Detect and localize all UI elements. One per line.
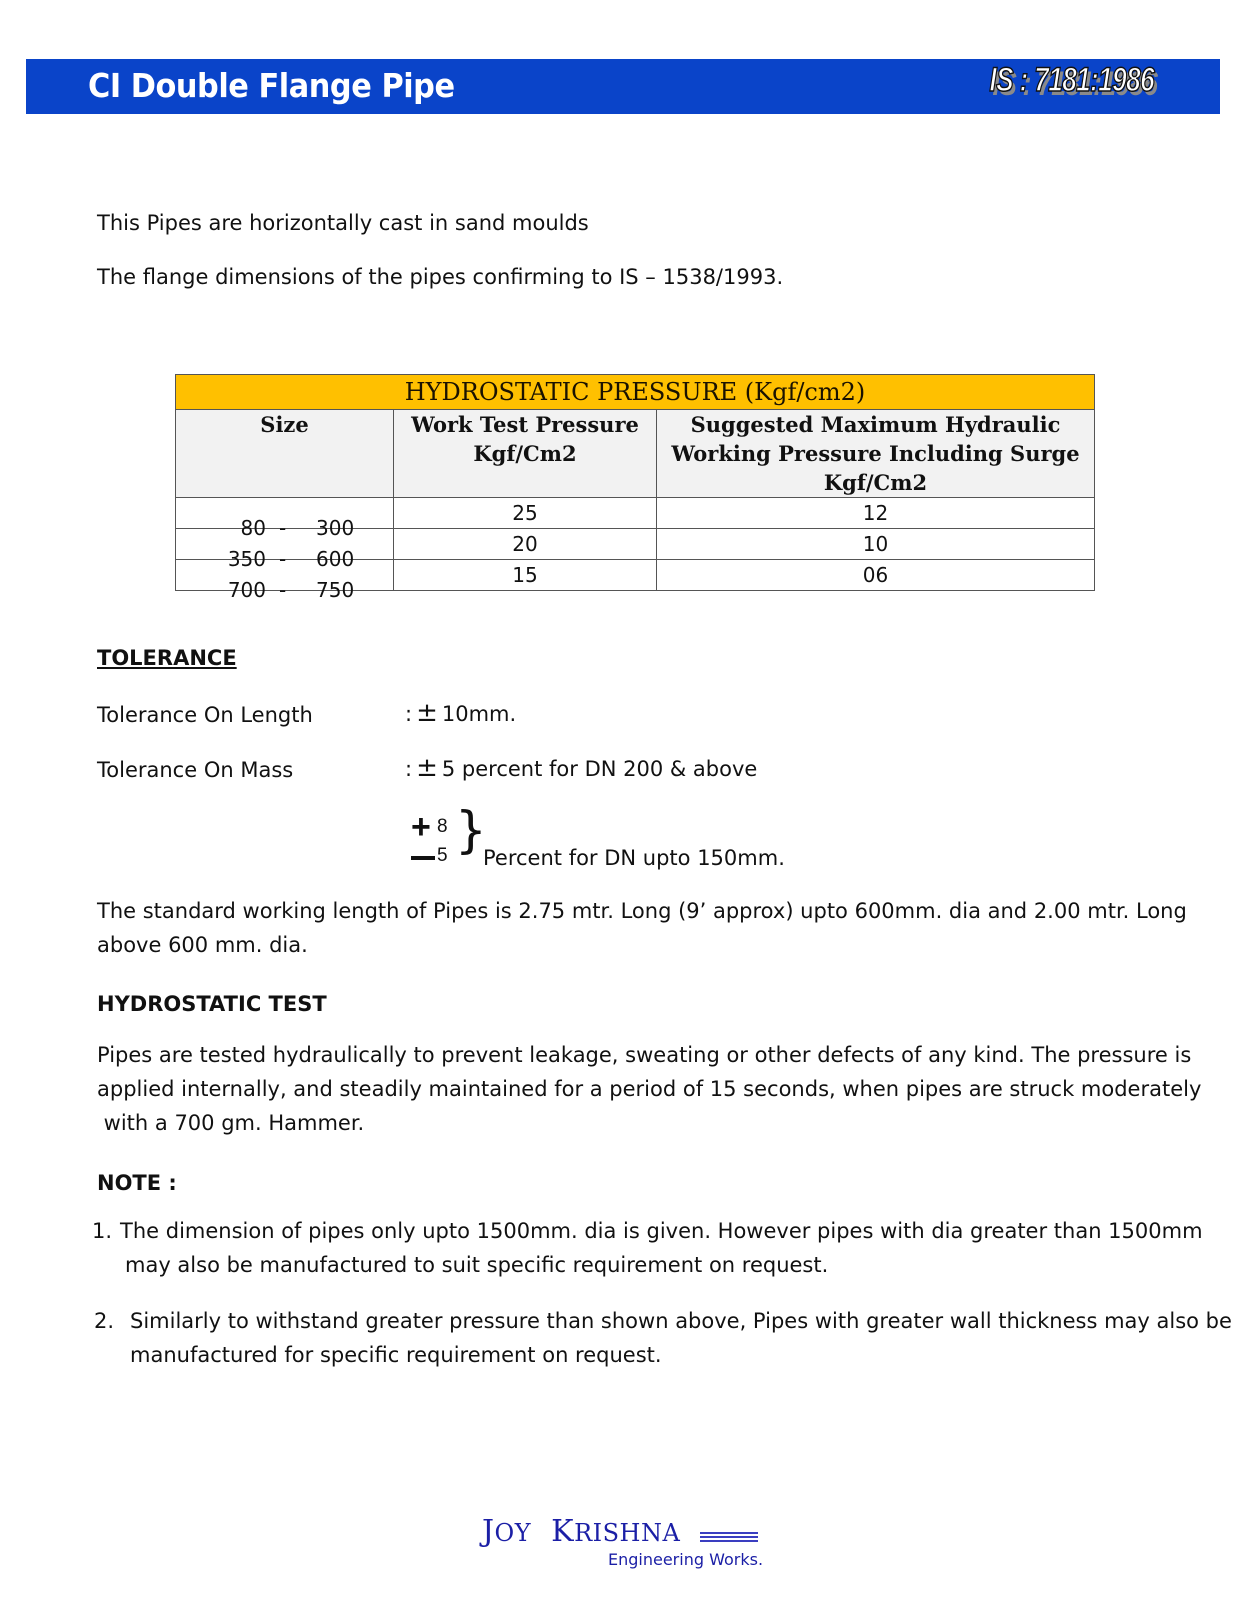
plus-minus-icon: ±	[416, 753, 438, 783]
hydrostatic-test-line-3: with a 700 gm. Hammer.	[97, 1111, 365, 1135]
note-2-line-1: Similarly to withstand greater pressure than shown above, Pipes with greater wall thickness may also be	[130, 1309, 1232, 1333]
note-heading: NOTE :	[97, 1171, 177, 1195]
suggested-cell: 06	[657, 560, 1095, 591]
page-title: CI Double Flange Pipe	[88, 66, 455, 105]
length-value: 10mm.	[441, 702, 517, 726]
company-logo	[482, 1514, 782, 1574]
intro-line-2: The flange dimensions of the pipes confirming to IS – 1538/1993.	[97, 265, 784, 289]
size-dash: -	[279, 578, 287, 602]
size-to: 750	[316, 578, 355, 602]
note-1-line-1: The dimension of pipes only upto 1500mm. dia is given. However pipes with dia greater than 1500mm	[120, 1219, 1203, 1243]
work-test-cell: 25	[394, 498, 657, 529]
note-1-number: 1.	[92, 1219, 113, 1243]
intro-line-1: This Pipes are horizontally cast in sand moulds	[97, 211, 589, 235]
plus-minus-fraction	[411, 808, 455, 867]
size-from: 80	[240, 516, 266, 540]
header-work-test	[394, 410, 657, 498]
size-to: 300	[316, 516, 355, 540]
table-title: HYDROSTATIC PRESSURE (Kgf/cm2)	[176, 375, 1095, 410]
table-row	[176, 529, 1095, 560]
minus-value: 5	[437, 845, 448, 866]
title-banner	[26, 59, 1220, 114]
tolerance-mass-value	[405, 753, 757, 783]
hydrostatic-pressure-table	[175, 374, 1095, 602]
header-suggested-line2: Working Pressure Including Surge	[671, 441, 1080, 466]
logo-letters: RISHNA	[574, 1519, 681, 1547]
suggested-cell: 10	[657, 529, 1095, 560]
tolerance-length-label: Tolerance On Length	[97, 703, 313, 727]
standard-badge: IS : 7181:1986	[989, 61, 1154, 99]
logo-stripes-icon	[700, 1532, 758, 1544]
table-row	[176, 560, 1095, 591]
suggested-cell: 12	[657, 498, 1095, 529]
logo-letters: OY	[494, 1519, 532, 1547]
work-test-cell: 20	[394, 529, 657, 560]
plus-value: 8	[437, 816, 448, 837]
hydrostatic-test-heading: HYDROSTATIC TEST	[97, 992, 327, 1016]
standard-length-line-2: above 600 mm. dia.	[97, 933, 308, 957]
minus-icon	[411, 856, 435, 860]
hydrostatic-test-line-2: applied internally, and steadily maintained for a period of 15 seconds, when pipes are struck moderately	[97, 1077, 1202, 1101]
size-from: 350	[227, 547, 266, 571]
hydrostatic-test-line-1: Pipes are tested hydraulically to prevent leakage, sweating or other defects of any kind. The pressure is	[97, 1043, 1192, 1067]
header-suggested	[657, 410, 1095, 498]
header-work-test-line1: Work Test Pressure	[411, 412, 639, 437]
tolerance-length-value	[405, 698, 516, 728]
header-suggested-line1: Suggested Maximum Hydraulic	[690, 412, 1061, 437]
plus-icon: +	[411, 808, 431, 846]
header-suggested-line3: Kgf/Cm2	[823, 470, 928, 495]
company-subtitle: Engineering Works.	[608, 1550, 764, 1569]
size-dash: -	[279, 547, 287, 571]
colon: :	[405, 757, 413, 781]
logo-letter: J	[482, 1514, 495, 1549]
standard-length-line-1: The standard working length of Pipes is 2.75 mtr. Long (9’ approx) upto 600mm. dia and 2.00 mtr. Long	[97, 899, 1187, 923]
size-to: 600	[316, 547, 355, 571]
note-1-line-2: may also be manufactured to suit specific requirement on request.	[125, 1253, 829, 1277]
size-cell	[176, 560, 394, 602]
brace-icon: }	[455, 801, 487, 859]
mass-value: 5 percent for DN 200 & above	[441, 757, 758, 781]
colon: :	[405, 702, 413, 726]
note-2-line-2: manufactured for specific requirement on request.	[130, 1343, 662, 1367]
company-name	[482, 1514, 680, 1549]
work-test-cell: 15	[394, 560, 657, 591]
small-dn-tolerance-text: Percent for DN upto 150mm.	[483, 846, 785, 870]
size-cell	[176, 498, 394, 540]
table-row	[176, 498, 1095, 529]
note-2-number: 2.	[94, 1309, 115, 1333]
tolerance-mass-label: Tolerance On Mass	[97, 758, 294, 782]
table-header-row	[176, 410, 1095, 498]
size-from: 700	[227, 578, 266, 602]
header-size: Size	[176, 410, 394, 498]
size-cell	[176, 529, 394, 571]
plus-minus-icon: ±	[416, 698, 438, 728]
header-work-test-line2: Kgf/Cm2	[473, 441, 577, 466]
tolerance-heading: TOLERANCE	[97, 646, 237, 670]
logo-letter: K	[551, 1514, 575, 1549]
size-dash: -	[279, 516, 287, 540]
